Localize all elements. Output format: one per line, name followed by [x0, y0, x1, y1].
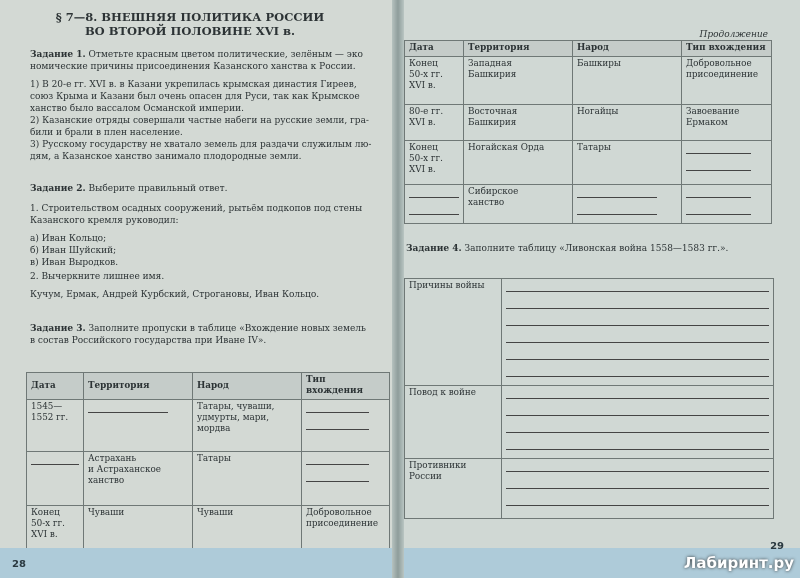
table-row: [405, 279, 774, 386]
cell-people: Татары: [193, 452, 302, 506]
cell-type: Завоевание Ермаком: [682, 105, 772, 141]
section-heading-line2: ВО ВТОРОЙ ПОЛОВИНЕ XVI в.: [84, 24, 296, 38]
task4-label: Задание 4.: [406, 244, 462, 254]
cell-date: 80-е гг. XVI в.: [405, 105, 464, 141]
task1-item1-l2: союз Крыма и Казани был очень опасен для Руси, так как Крымское: [30, 92, 360, 102]
table-row: [405, 57, 772, 105]
cell-people-blank[interactable]: [573, 185, 682, 224]
header-date: Дата: [27, 373, 84, 400]
task3-line1: [30, 324, 366, 335]
cell-type-blank[interactable]: [302, 452, 390, 506]
task1-label: Задание 1.: [30, 50, 86, 60]
answer-lines-causes[interactable]: [502, 279, 774, 386]
row-label-causes: Причины войны: [405, 279, 502, 386]
task3-text1: Заполните пропуски в таблице «Вхождение новых земель: [88, 324, 366, 334]
cell-date-blank[interactable]: [405, 185, 464, 224]
answer-lines-opponents[interactable]: [502, 459, 774, 519]
left-page: [0, 0, 398, 578]
cell-people: Татары: [573, 141, 682, 185]
table-row: [27, 452, 390, 506]
task2-q2: 2. Вычеркните лишнее имя.: [30, 272, 165, 282]
header-territory: Территория: [84, 373, 193, 400]
cell-type: Добровольное присоединение: [302, 506, 390, 554]
task3-label: Задание 3.: [30, 324, 86, 334]
page-number-left: 28: [12, 559, 26, 570]
section-heading-line1: § 7—8. ВНЕШНЯЯ ПОЛИТИКА РОССИИ: [55, 10, 325, 24]
table-row: [405, 185, 772, 224]
task3-line2: в состав Российского государства при Иване IV».: [30, 336, 267, 346]
table-row: [405, 386, 774, 459]
header-type: Тип вхождения: [682, 41, 772, 57]
header-date: Дата: [405, 41, 464, 57]
header-people: Народ: [193, 373, 302, 400]
cell-type-blank[interactable]: [302, 400, 390, 452]
task1-item2-l1: 2) Казанские отряды совершали частые набеги на русские земли, гра-: [30, 116, 369, 126]
table-header-row: [405, 41, 772, 57]
cell-people: Чуваши: [193, 506, 302, 554]
cell-date-blank[interactable]: [27, 452, 84, 506]
continuation-label: Продолжение: [699, 30, 768, 40]
table-row: [27, 506, 390, 554]
table-row: [405, 105, 772, 141]
row-label-opponents: Противники России: [405, 459, 502, 519]
task2-names: Кучум, Ермак, Андрей Курбский, Строгановы, Иван Кольцо.: [30, 290, 320, 300]
cell-people: Ногайцы: [573, 105, 682, 141]
row-label-pretext: Повод к войне: [405, 386, 502, 459]
task1-text1: Отметьте красным цветом политические, зелёным — эко: [88, 50, 363, 60]
task2-q1-l1: 1. Строительством осадных сооружений, рытьём подкопов под стены: [30, 204, 363, 214]
cell-type: Добровольное присоединение: [682, 57, 772, 105]
cell-date: Конец 50-х гг. XVI в.: [27, 506, 84, 554]
table-row: [27, 400, 390, 452]
task1-line1: [30, 50, 363, 61]
task1-item1-l1: 1) В 20-е гг. XVI в. в Казани укрепилась крымская династия Гиреев,: [30, 80, 357, 90]
task2-option-b: б) Иван Шуйский;: [30, 246, 117, 256]
cell-date: Конец 50-х гг. XVI в.: [405, 141, 464, 185]
task2-option-c: в) Иван Выродков.: [30, 258, 119, 268]
cell-territory-blank[interactable]: [84, 400, 193, 452]
table-row: [405, 141, 772, 185]
task1-item3-l2: дям, а Казанское ханство занимало плодородные земли.: [30, 152, 302, 162]
task2-option-a: а) Иван Кольцо;: [30, 234, 107, 244]
task1-item3-l1: 3) Русскому государству не хватало земель для раздачи служилым лю-: [30, 140, 372, 150]
header-type: Тип вхождения: [302, 373, 390, 400]
task2-text: Выберите правильный ответ.: [88, 184, 228, 194]
table-row: [405, 459, 774, 519]
lands-table-right: [404, 40, 772, 224]
task1-item2-l2: били и брали в плен население.: [30, 128, 183, 138]
cell-people: Башкиры: [573, 57, 682, 105]
task4-line: [406, 244, 728, 255]
page-number-right: 29: [770, 541, 784, 552]
task2-q1-l2: Казанского кремля руководил:: [30, 216, 179, 226]
book-spine: [392, 0, 404, 578]
header-territory: Территория: [464, 41, 573, 57]
cell-people: Татары, чуваши, удмурты, мари, мордва: [193, 400, 302, 452]
cell-territory: Ногайская Орда: [464, 141, 573, 185]
cell-date: Конец 50-х гг. XVI в.: [405, 57, 464, 105]
livonian-war-table: [404, 278, 774, 519]
task2-label: Задание 2.: [30, 184, 86, 194]
cell-type-blank[interactable]: [682, 141, 772, 185]
task1-item1-l3: ханство было вассалом Османской империи.: [30, 104, 244, 114]
task1-line2: номические причины присоединения Казанского ханства к России.: [30, 62, 356, 72]
right-page: [398, 0, 800, 578]
lands-table-left: [26, 372, 390, 554]
cell-territory: Восточная Башкирия: [464, 105, 573, 141]
header-people: Народ: [573, 41, 682, 57]
watermark-logo: Лабиринт.ру: [683, 554, 794, 572]
task2-line: [30, 184, 227, 195]
table-header-row: [27, 373, 390, 400]
cell-territory: Западная Башкирия: [464, 57, 573, 105]
answer-lines-pretext[interactable]: [502, 386, 774, 459]
page-footer-band: [0, 548, 398, 578]
task4-text: Заполните таблицу «Ливонская война 1558—1583 гг.».: [464, 244, 729, 254]
cell-date: 1545— 1552 гг.: [27, 400, 84, 452]
cell-territory: Чуваши: [84, 506, 193, 554]
cell-territory: Астрахань и Астраханское ханство: [84, 452, 193, 506]
cell-territory: Сибирское ханство: [464, 185, 573, 224]
cell-type-blank[interactable]: [682, 185, 772, 224]
